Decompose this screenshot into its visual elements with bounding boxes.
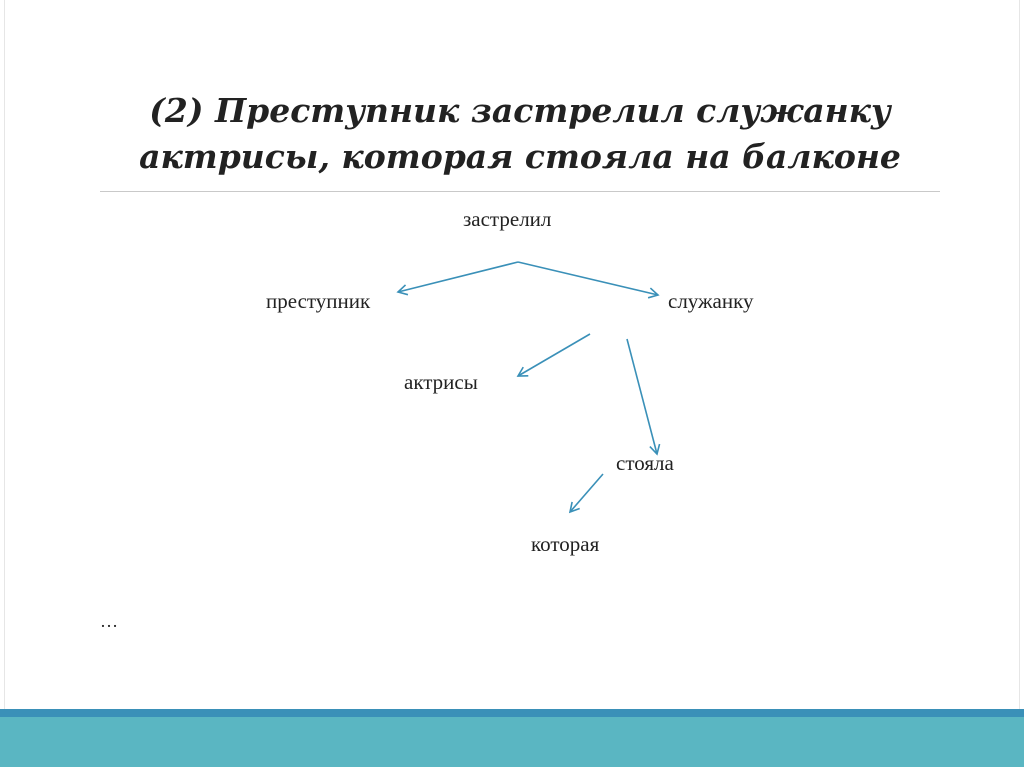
footer-band-dark bbox=[0, 709, 1024, 717]
node-relative-pronoun: которая bbox=[531, 532, 600, 556]
node-object: служанку bbox=[668, 289, 754, 313]
node-root: застрелил bbox=[463, 207, 552, 231]
footer-band-light bbox=[0, 717, 1024, 767]
arrow-relative-verb-to-pronoun bbox=[570, 474, 603, 512]
node-subject: преступник bbox=[266, 289, 371, 313]
arrow-root-to-subject bbox=[398, 262, 518, 292]
title-line-1: (2) Преступник застрелил служанку bbox=[149, 91, 891, 130]
title-line-2: актрисы, которая стояла на балконе bbox=[139, 137, 901, 176]
node-genitive: актрисы bbox=[404, 370, 478, 394]
node-relative-verb: стояла bbox=[616, 451, 674, 475]
arrow-object-to-relative-verb bbox=[627, 339, 657, 454]
continuation-ellipsis: … bbox=[100, 611, 118, 631]
arrow-root-to-object bbox=[518, 262, 658, 295]
arrow-object-to-genitive bbox=[518, 334, 590, 376]
